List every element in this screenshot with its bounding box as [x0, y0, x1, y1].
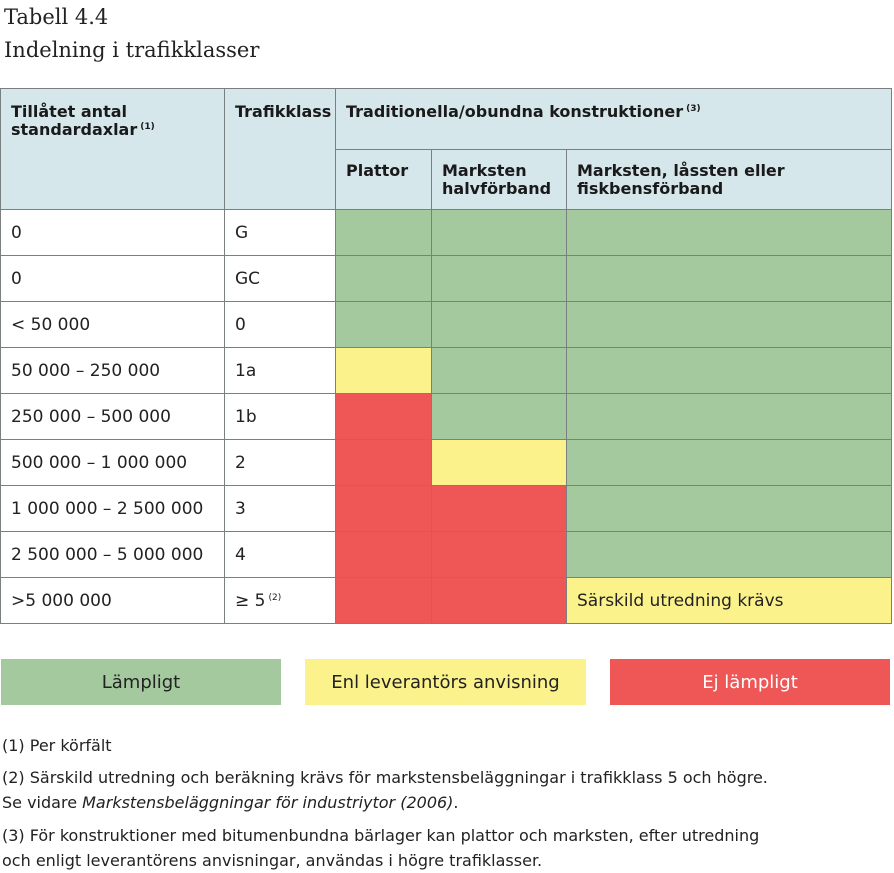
- cell-allowed-axles: 2 500 000 – 5 000 000: [1, 532, 225, 578]
- cell-allowed-axles: 250 000 – 500 000: [1, 394, 225, 440]
- header-construction-footnote-ref: (3): [686, 104, 701, 114]
- cell-lassten-suitability: [567, 210, 892, 256]
- cell-halvforband-suitability: [432, 486, 567, 532]
- traffic-class-table: [0, 88, 892, 624]
- table-row: [1, 486, 892, 532]
- table-row: [1, 394, 892, 440]
- footnote-3: [2, 823, 759, 873]
- cell-lassten-suitability: [567, 302, 892, 348]
- cell-traffic-class: G: [225, 210, 336, 256]
- table-row: [1, 256, 892, 302]
- table-row: [1, 578, 892, 624]
- footnote-3-line-1: (3) För konstruktioner med bitumenbundna bärlager kan plattor och marksten, efter utredning: [2, 826, 760, 845]
- header-marksten-halvforband: Marksten halvförband: [432, 150, 567, 210]
- cell-allowed-axles: 50 000 – 250 000: [1, 348, 225, 394]
- legend-suitable: Lämpligt: [1, 659, 281, 705]
- cell-traffic-class: 4: [225, 532, 336, 578]
- cell-halvforband-suitability: [432, 440, 567, 486]
- legend-not-suitable: Ej lämpligt: [610, 659, 890, 705]
- table-row: [1, 440, 892, 486]
- cell-plattor-suitability: [336, 394, 432, 440]
- cell-halvforband-suitability: [432, 210, 567, 256]
- cell-allowed-axles: 1 000 000 – 2 500 000: [1, 486, 225, 532]
- cell-allowed-axles: >5 000 000: [1, 578, 225, 624]
- footnote-3-line-2: och enligt leverantörens anvisningar, användas i högre trafiklasser.: [2, 851, 543, 870]
- table-row: [1, 348, 892, 394]
- cell-lassten-suitability: [567, 532, 892, 578]
- cell-plattor-suitability: [336, 486, 432, 532]
- cell-plattor-suitability: [336, 578, 432, 624]
- table-number: Tabell 4.4: [4, 5, 109, 29]
- cell-lassten-suitability: [567, 256, 892, 302]
- table-row: [1, 210, 892, 256]
- cell-traffic-class: GC: [225, 256, 336, 302]
- cell-halvforband-suitability: [432, 348, 567, 394]
- footnote-2-reference-title: Markstensbeläggningar för industriytor (2006): [82, 793, 454, 812]
- cell-traffic-class: 1a: [225, 348, 336, 394]
- cell-lassten-suitability: [567, 486, 892, 532]
- traffic-class-footnote-ref: (2): [268, 592, 282, 603]
- cell-traffic-class: ≥ 5 $^{(2)}$: [225, 578, 336, 624]
- cell-plattor-suitability: [336, 440, 432, 486]
- header-traffic-class: Trafikklass: [225, 89, 336, 210]
- table-row: [1, 302, 892, 348]
- header-allowed-axles-footnote-ref: (1): [140, 122, 155, 132]
- cell-traffic-class: 1b: [225, 394, 336, 440]
- cell-plattor-suitability: [336, 348, 432, 394]
- table-caption: Indelning i trafikklasser: [4, 38, 260, 62]
- cell-plattor-suitability: [336, 532, 432, 578]
- cell-allowed-axles: 0: [1, 210, 225, 256]
- cell-halvforband-suitability: [432, 532, 567, 578]
- header-construction-group: Traditionella/obundna konstruktioner $^{(3)}$: [336, 89, 892, 150]
- cell-traffic-class: 0: [225, 302, 336, 348]
- cell-allowed-axles: < 50 000: [1, 302, 225, 348]
- cell-lassten-suitability: [567, 578, 892, 624]
- cell-halvforband-suitability: [432, 578, 567, 624]
- footnote-2-line-1: (2) Särskild utredning och beräkning krävs för markstensbeläggningar i trafikklass 5 och högre.: [2, 768, 768, 787]
- cell-lassten-suitability: [567, 440, 892, 486]
- footnote-2-line-2: Se vidare Markstensbeläggningar för industriytor (2006).: [2, 793, 459, 812]
- cell-traffic-class: 3: [225, 486, 336, 532]
- cell-halvforband-suitability: [432, 302, 567, 348]
- cell-traffic-class: 2: [225, 440, 336, 486]
- cell-allowed-axles: 500 000 – 1 000 000: [1, 440, 225, 486]
- cell-allowed-axles: 0: [1, 256, 225, 302]
- footnote-2: [2, 765, 768, 815]
- table-row: [1, 532, 892, 578]
- header-marksten-lassten: Marksten, låssten eller fiskbensförband: [567, 150, 892, 210]
- cell-plattor-suitability: [336, 210, 432, 256]
- cell-lassten-suitability: [567, 348, 892, 394]
- cell-plattor-suitability: [336, 302, 432, 348]
- cell-halvforband-suitability: [432, 394, 567, 440]
- header-plattor: Plattor: [336, 150, 432, 210]
- header-allowed-axles: Tillåtet antal standardaxlar $^{(1)}$: [1, 89, 225, 210]
- cell-lassten-suitability: [567, 394, 892, 440]
- footnote-1: (1) Per körfält: [2, 736, 112, 755]
- special-investigation-note: Särskild utredning krävs: [577, 590, 784, 611]
- cell-plattor-suitability: [336, 256, 432, 302]
- table-body: [1, 210, 892, 624]
- cell-halvforband-suitability: [432, 256, 567, 302]
- legend-supplier-instructions: Enl leverantörs anvisning: [305, 659, 586, 705]
